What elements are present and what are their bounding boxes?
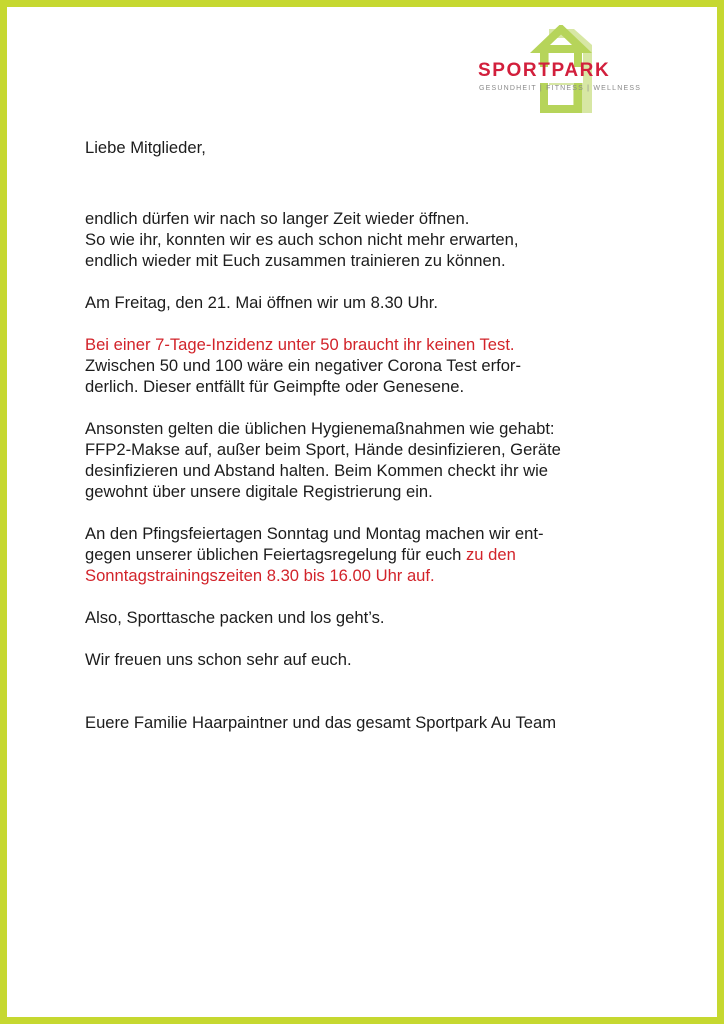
hygiene-line-2: FFP2-Makse auf, außer beim Sport, Hände desinfizieren, Geräte	[85, 440, 561, 459]
greeting: Liebe Mitglieder,	[85, 138, 206, 157]
intro-line-3: endlich wieder mit Euch zusammen trainieren zu können.	[85, 251, 506, 270]
test-highlight: Bei einer 7-Tage-Inzidenz unter 50 braucht ihr keinen Test.	[85, 335, 515, 354]
test-line-2: derlich. Dieser entfällt für Geimpfte oder Genesene.	[85, 377, 465, 396]
holiday-line-1: An den Pfingsfeiertagen Sonntag und Montag machen wir ent-	[85, 524, 544, 543]
signature: Euere Familie Haarpaintner und das gesamt Sportpark Au Team	[85, 713, 557, 732]
logo-brand-text: SPORTPARK	[478, 60, 611, 81]
intro-line-2: So wie ihr, konnten wir es auch schon nicht mehr erwarten,	[85, 230, 519, 249]
hygiene-line-3: desinfizieren und Abstand halten. Beim Kommen checkt ihr wie	[85, 461, 549, 480]
holiday-line-2-red: zu den	[465, 545, 516, 564]
holiday-line-2	[85, 544, 685, 565]
hygiene-line-1: Ansonsten gelten die üblichen Hygienemaßnahmen wie gehabt:	[85, 419, 555, 438]
hygiene-line-4: gewohnt über unsere digitale Registrierung ein.	[85, 482, 433, 501]
logo-tagline: GESUNDHEIT | FITNESS | WELLNESS	[479, 85, 642, 92]
packing-line: Also, Sporttasche packen und los geht’s.	[85, 608, 385, 627]
sportpark-logo	[472, 25, 692, 117]
test-line-1: Zwischen 50 und 100 wäre ein negativer Corona Test erfor-	[85, 356, 521, 375]
looking-forward-line: Wir freuen uns schon sehr auf euch.	[85, 650, 352, 669]
letter-body	[85, 137, 685, 733]
holiday-line-2-plain: gegen unserer üblichen Feiertagsregelung für euch	[85, 545, 466, 564]
intro-line-1: endlich dürfen wir nach so langer Zeit wieder öffnen.	[85, 209, 470, 228]
opening-date: Am Freitag, den 21. Mai öffnen wir um 8.30 Uhr.	[85, 293, 438, 312]
holiday-hours: Sonntagstrainingszeiten 8.30 bis 16.00 Uhr auf.	[85, 566, 435, 585]
